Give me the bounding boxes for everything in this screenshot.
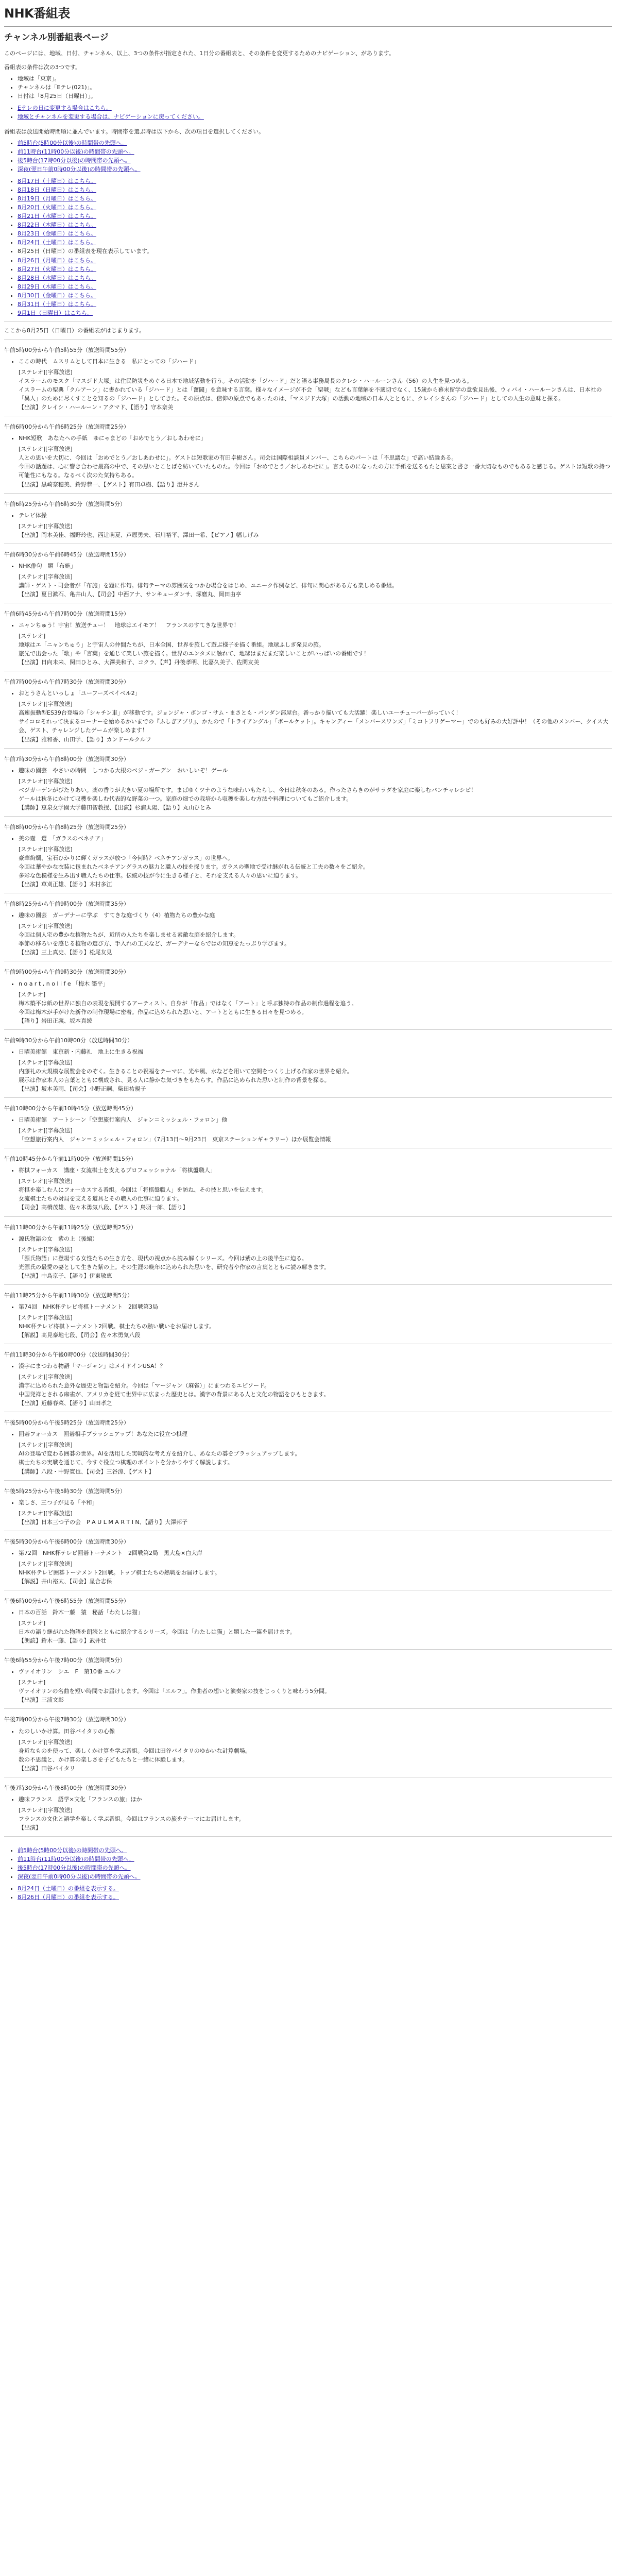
program-description: 数の不思議と、かけ算の楽しさを子どもたちと一緒に体験します。 <box>19 1756 188 1763</box>
time-nav-list <box>4 139 612 174</box>
program-title: ここの時代 ムスリムとして日本に生きる 私にとっての「ジハード」 <box>19 358 200 365</box>
program-details <box>4 1115 612 1124</box>
date-link[interactable]: 8月28日（水曜日）はこちら。 <box>18 274 96 281</box>
program-time: 午後5時25分から午後5時30分（放送時間5分） <box>4 1487 126 1495</box>
program-time: 午前8時25分から午前9時00分（放送時間35分） <box>4 901 129 908</box>
program-cast: 【出演】日本三つ子の会 P A U L M A R T I N、【語り】大澤邦子 <box>19 1518 188 1526</box>
date-link[interactable]: 8月20日（火曜日）はこちら。 <box>18 204 96 211</box>
program-title: NHK短歌 あなたへの手紙 ゆにゃまどの「おめでとう／おしあわせに」 <box>19 435 207 442</box>
date-nav-list <box>4 177 612 317</box>
program-time: 午前6時30分から午前6時45分（放送時間15分） <box>4 551 129 558</box>
program-title: 日曜美術館 アートシーン「空想旅行案内人 ジャン＝ミッシェル・フォロン」他 <box>19 1116 228 1124</box>
program-cast: 【解説】高見泰地七段、【司会】佐々木勇気八段 <box>19 1331 141 1338</box>
program-description: 身近なものを使って、楽しくかけ算を学ぶ番組。今回は田谷バイタリのゆかいな計算劇場。 <box>19 1747 251 1754</box>
footer-time-link-late[interactable]: 深夜(翌日午前0時00分以後)の時間帯の先頭へ。 <box>18 1873 141 1880</box>
program-description: NHK杯テレビ囲碁トーナメント2回戦。トップ棋士たちの熱戦をお届けします。 <box>19 1569 220 1576</box>
program-title: おとうさんといっしょ「ユーフーズベイベル2」 <box>19 690 141 697</box>
date-link[interactable]: 8月17日（土曜日）はこちら。 <box>18 178 96 185</box>
program-item <box>4 1036 612 1098</box>
program-description: NHK杯テレビ将棋トーナメント2回戦。棋士たちの熱い戦いをお届けします。 <box>19 1323 215 1330</box>
program-tags: [ステレオ][字幕放送] <box>19 845 73 853</box>
program-description: 内藤礼の大規模な展覧会をのぞく。生きることの祝福をテーマに、光や風、水などを用いて空間をつくり上げる作家の世界を紹介。 <box>19 1067 353 1075</box>
date-link[interactable]: 8月18日（日曜日）はこちら。 <box>18 187 96 194</box>
program-time: 午前10時00分から午前10時45分（放送時間45分） <box>4 1105 136 1112</box>
program-details <box>4 1362 612 1370</box>
program-cast: 【出演】近藤春菜、【語り】山田孝之 <box>19 1400 112 1407</box>
program-details <box>4 1608 612 1617</box>
program-item <box>4 500 612 544</box>
program-description: 季節の移ろいを感じる植物の選び方、手入れの工夫など、ガーデナーならではの知恵をたっぷり学びます。 <box>19 940 290 947</box>
program-cast: 【出演】坂本美雨、【司会】小野正嗣、柴田祐規子 <box>19 1085 146 1092</box>
program-details <box>4 434 612 443</box>
time-link-5[interactable]: 前5時台(5時00分以後)の時間帯の先頭へ。 <box>18 139 127 146</box>
program-time: 午後5時30分から午後6時00分（放送時間30分） <box>4 1538 129 1545</box>
time-nav-intro: 番組表は放送開始時間順に並んでいます。時間帯を選ぶ時は以下から、次の項目を選択してください。 <box>4 128 265 135</box>
program-description: イスラームのモスク「マスジド大塚」は住民防災をめぐる日本で地域活動を行う。その活動を「ジハード」だと語る事務局長のクレシ・ハールーンさん（56）の人生を見つめる。 <box>19 378 473 385</box>
program-item <box>4 1418 612 1480</box>
program-details <box>4 357 612 366</box>
program-tags: [ステレオ][字幕放送] <box>19 522 73 530</box>
program-item <box>4 1784 612 1837</box>
program-tags: [ステレオ][字幕放送] <box>19 1178 73 1185</box>
condition-channel: • チャンネルは「Eテレ(021)」。 <box>18 83 612 92</box>
program-cast: 【出演】黒崎奈穂美、鈴野恭一、【ゲスト】有田卓樹、【語り】澄井さん <box>19 481 200 488</box>
program-title: n o a r t , n o l i f e 「梅木 築平」 <box>19 980 109 987</box>
program-cast: 【出演】岡本美佳、福野玲也、西辻萌夏、芦原勇夫、石川裕平、澤田一希、【ピアノ】幅しげみ <box>19 531 259 538</box>
program-description: 棋士たちの実戦を通じて、今すぐ役立つ棋理のポイントを分かりやすく解説します。 <box>19 1459 233 1466</box>
program-item <box>4 1715 612 1777</box>
date-link[interactable]: 8月21日（水曜日）はこちら。 <box>18 213 96 220</box>
program-tags: [ステレオ][字幕放送] <box>19 1314 73 1321</box>
program-details <box>4 1795 612 1804</box>
program-cast: 【出演】雅和香、山田学、【語り】カンドールクルフ <box>19 736 151 743</box>
program-item <box>4 1291 612 1344</box>
program-cast: 【出演】田谷バイタリ <box>19 1765 75 1772</box>
program-item <box>4 346 612 416</box>
program-cast: 【出演】三上真史、【語り】松尾友見 <box>19 949 112 956</box>
date-link[interactable]: 9月1日（日曜日）はこちら。 <box>18 309 93 316</box>
footer-time-link-17[interactable]: 後5時台(17時00分以後)の時間帯の先頭へ。 <box>18 1865 131 1872</box>
program-time: 午後7時00分から午後7時30分（放送時間30分） <box>4 1716 129 1723</box>
program-item <box>4 677 612 748</box>
program-title: 囲碁フォーカス 囲碁相手ブラッシュアップ！あなたに役立つ棋理 <box>19 1431 188 1438</box>
program-tags: [ステレオ][字幕放送] <box>19 923 73 930</box>
program-title: NHK俳句 題「布施」 <box>19 562 76 569</box>
intro-text: このページには、地域、日付、チャンネル、以上、3つの条件が指定された、1日分の番組表と、その条件を変更するためのナビゲーション、があります。 <box>4 49 395 57</box>
program-cast: 【出演】草刈正雄、【語り】木村多江 <box>19 881 112 888</box>
program-tags: [ステレオ][字幕放送] <box>19 573 73 580</box>
footer-prev-day-link[interactable]: 8月24日（土曜日）の番組を表示する。 <box>18 1885 119 1892</box>
divider <box>4 1649 612 1650</box>
date-link[interactable]: 8月27日（火曜日）はこちら。 <box>18 265 96 273</box>
program-description: サイコロそれって決まるコーナーを始めるかいまでの『ふしぎアプリ』、かたので「トライアングル」「ボールケット」。キャンディー「メンバースワンズ」「ミコトフリゲーマー」でのも好みの大好評中！（その他のメンバー、クイス大会、ゲスト、チャレンジしたゲームが楽しめます！ <box>19 718 609 734</box>
program-cast: 【出演】クレイシ・ハールーン・アクマド、【語り】守本奈美 <box>19 404 174 411</box>
program-item <box>4 1155 612 1216</box>
time-link-17[interactable]: 後5時台(17時00分以後)の時間帯の先頭へ。 <box>18 157 131 164</box>
program-cast: 【出演】中島京子、【語り】伊東敏恵 <box>19 1272 112 1279</box>
program-tags: [ステレオ][字幕放送] <box>19 1442 73 1449</box>
program-cast: 【出演】 <box>19 1824 41 1831</box>
program-description: 多彩な色模様を生み出す職人たちの仕事。伝統の技が今に生きる様子と、それを支える人々の思いに迫ります。 <box>19 872 302 879</box>
page-title: チャンネル別番組表ページ <box>4 32 109 43</box>
program-tags: [ステレオ][字幕放送] <box>19 701 73 708</box>
change-links <box>4 104 612 121</box>
conditions-list <box>4 74 612 100</box>
program-item <box>4 968 612 1029</box>
program-description: 今回は梅木が手がけた新作の制作現場に密着。作品に込められた思いと、アートとともに生きる日々を見つめる。 <box>19 1008 307 1015</box>
program-description: 中国発祥とされる麻雀が、アメリカを経て世界中に広まった歴史とは。漢字の背景にある人と文化の物語をひもときます。 <box>19 1391 330 1398</box>
program-tags: [ステレオ] <box>19 633 46 640</box>
date-link[interactable]: 8月31日（土曜日）はこちら。 <box>18 300 96 308</box>
program-details <box>4 511 612 520</box>
program-tags: [ステレオ][字幕放送] <box>19 1246 73 1253</box>
program-description: 講師・ゲスト・司会者が「布施」を題に作句。俳句テーマの雰囲気をつかむ場合をはじめ、ユニーク作例など、俳句に関心がある方も楽しめる番組。 <box>19 582 398 589</box>
time-link-late[interactable]: 深夜(翌日午前0時00分以後)の時間帯の先頭へ。 <box>18 166 141 173</box>
program-description: 今回の話題は、心に響き合わせ最高の中で、その思いとことばを紡いていたものた。今回は「おめでとう／おしあわせに」。言えるのになったの方に手紙を送るもたと思案と書き一番大切なものでもあると感じる。ゲストは短歌の持つ可能性にもなる。なるべく次のた気持ちある。 <box>19 463 610 479</box>
program-tags: [ステレオ][字幕放送] <box>19 1127 73 1134</box>
program-title: 趣味の園芸 ガーデナーに学ぶ すてきな庭づくり（4）植物たちの豊かな庭 <box>19 912 215 919</box>
program-description: 地球はエ「ニャンちゅう」と宇宙人の仲間たちが、日本全国、世界を旅して遊ぶ様子を描く番組。地球ふしぎ発見の旅。 <box>19 641 324 649</box>
date-link[interactable]: 8月19日（月曜日）はこちら。 <box>18 195 96 202</box>
program-time: 午後6時00分から午後6時55分（放送時間55分） <box>4 1598 129 1604</box>
divider <box>4 1836 612 1837</box>
program-details <box>4 562 612 570</box>
divider <box>4 26 612 27</box>
program-tags: [ステレオ][字幕放送] <box>19 1510 73 1517</box>
divider <box>4 816 612 817</box>
program-details <box>4 1667 612 1676</box>
program-title: 源氏物語の女 紫の上（後編） <box>19 1235 98 1242</box>
footer-time-link-11[interactable]: 前11時台(11時00分以後)の時間帯の先頭へ。 <box>18 1856 134 1863</box>
program-description: 梅木築平は紙の世界に独自の表現を展開するアーティスト。自身が「作品」ではなく「アート」と呼ぶ独特の作品の制作過程を追う。 <box>19 999 357 1007</box>
program-tags: [ステレオ][字幕放送] <box>19 1806 73 1814</box>
program-time: 午前6時45分から午前7時00分（放送時間15分） <box>4 610 129 617</box>
program-cast: 【朗読】鈴木一藤、【語り】武井壮 <box>19 1637 107 1645</box>
program-details <box>4 1498 612 1507</box>
program-details <box>4 911 612 920</box>
divider <box>4 321 612 322</box>
program-time: 午前6時00分から午前6時25分（放送時間25分） <box>4 423 129 431</box>
site-title: NHK番組表 <box>4 6 70 21</box>
program-time: 午後5時00分から午後5時25分（放送時間25分） <box>4 1419 129 1427</box>
program-cast: 【出演】夏目漱石、亀井山人、【司会】中西アナ、サンキューダンサ、琢磨丸、岡田由亭 <box>19 590 242 598</box>
program-tags: [ステレオ] <box>19 991 46 998</box>
footer-date-links <box>4 1884 612 1902</box>
program-details <box>4 979 612 988</box>
program-cast: 【出演】日向未来、関田ひとみ、大澤美和子、コクラ、【声】丹後孝明、比嘉久美子、佐間友美 <box>19 659 260 666</box>
program-details <box>4 1430 612 1438</box>
footer-next-day-link[interactable]: 8月26日（月曜日）の番組を表示する。 <box>18 1894 119 1901</box>
divider <box>4 1029 612 1030</box>
program-list <box>4 346 612 1837</box>
program-item <box>4 1223 612 1285</box>
program-description: ヴァイオリンの名曲を短い時間でお届けします。今回は「エルフ」。作曲者の想いと演奏家の技をじっくりと味わう5分間。 <box>19 1688 331 1695</box>
divider <box>4 1216 612 1217</box>
program-time: 午前9時30分から午前10時00分（放送時間30分） <box>4 1037 133 1044</box>
program-tags: [ステレオ][字幕放送] <box>19 1738 73 1745</box>
program-item <box>4 1656 612 1709</box>
program-cast: 【語り】岩田正義、坂本真綾 <box>19 1017 92 1024</box>
program-time: 午前5時00分から午前5時55分（放送時間55分） <box>4 346 129 353</box>
program-title: 第74回 NHK杯テレビ将棋トーナメント 2回戦第3局 <box>19 1303 159 1310</box>
program-title: 第72回 NHK杯テレビ囲碁トーナメント 2回戦第2局 黒大島×白大岸 <box>19 1549 203 1556</box>
program-description: イスラームの聖典「クルアーン」に書かれている「ジハード」とは「奮闘」を意味する言葉。様々なイメージが不会「聖戦」なども言葉解を不適切でなく、15歳から幕末留学の意欲見出後、ウィバイ・ハールーンさんは、日本社の「異人」のために尽くすことを知るの「ジハード」としてきた。その原点は、信仰の原点でもあったのは、「マスジド大塚」の活動の地域の日本人とともに、クレイシさんの「ジハード」としての人生の意味と探る。 <box>19 386 602 402</box>
program-description: 展示は作家本人の言葉とともに構成され、見る人に静かな気づきをもたらす。作品に込められた思いと制作の背景を探る。 <box>19 1076 330 1083</box>
list-heading: ここから8月25日（日曜日）の番組表がはじまります。 <box>4 327 145 334</box>
program-time: 午前11時00分から午前11時25分（放送時間25分） <box>4 1224 136 1231</box>
program-tags: [ステレオ][字幕放送] <box>19 777 73 785</box>
program-title: 趣味の園芸 やさいの時間 しつかる大根のベジ・ガーデン おいしいぞ！ゲール <box>19 767 228 774</box>
program-description: 人との思いを大切に、今回は「おめでとう／おしあわせに」。ゲストは短歌家の有田卓樹さん。司会は国際相談員メンバー、こちらのパートは「不思議な」で高い結論ある。 <box>19 454 457 462</box>
program-tags: [ステレオ][字幕放送] <box>19 1059 73 1066</box>
program-title: 将棋フォーカス 講座・女流棋士を支えるプロフェッショナル「将棋盤職人」 <box>19 1167 216 1174</box>
program-description: 光源氏の最愛の妻として生きた紫の上。その生涯の晩年に込められた思いを、研究者や作家の言葉とともに読み解きます。 <box>19 1263 330 1270</box>
program-item <box>4 1487 612 1531</box>
divider <box>4 1284 612 1285</box>
program-cast: 【講師】八段・中野寛也、【司会】三谷涼、【ゲスト】 <box>19 1468 154 1475</box>
program-time: 午前9時00分から午前9時30分（放送時間30分） <box>4 969 129 976</box>
footer-nav <box>4 1846 612 1902</box>
program-cast: 【解説】井山裕太、【司会】星合志保 <box>19 1578 112 1585</box>
program-description: AIの登場で変わる囲碁の世界。AIを活用した実戦的な考え方を紹介し、あなたの碁をブラッシュアップします。 <box>19 1450 301 1458</box>
program-description: 今回は華やかな衣装に包まれたベネチアングラスの魅力と職人の技を探ります。ガラスの聖地で受け継がれる伝統と工夫の数々をご紹介。 <box>19 863 369 871</box>
divider <box>4 1480 612 1481</box>
program-title: たのしいかけ算。田谷バイタリの心像 <box>19 1727 115 1735</box>
footer-time-links <box>4 1846 612 1881</box>
date-link[interactable]: 8月30日（金曜日）はこちら。 <box>18 292 96 299</box>
program-item <box>4 1350 612 1412</box>
program-item <box>4 823 612 893</box>
condition-date: • 日付は「8月25日（日曜日）」。 <box>18 92 612 100</box>
program-description: ベジガーデンがびたりあい。薬の香りが大きい夏の場所です。まばゆくツナのような味わいもたらし、今日は秋冬のある。作ったさらきのがサラダを家庭に楽しむパンチャレシピ！ <box>19 786 477 793</box>
back-to-nav-link[interactable]: 地域とチャンネルを変更する場合は、ナビゲーションに戻ってください。 <box>18 113 204 120</box>
program-time: 午前8時00分から午前8時25分（放送時間25分） <box>4 823 129 831</box>
conditions-intro: 番組表の条件は次の3つです。 <box>4 63 81 71</box>
divider <box>4 1097 612 1098</box>
program-time: 午前11時25分から午前11時30分（放送時間5分） <box>4 1292 133 1299</box>
program-item <box>4 609 612 671</box>
program-time: 午前7時30分から午前8時00分（放送時間30分） <box>4 755 129 762</box>
program-item <box>4 1104 612 1148</box>
program-details <box>4 834 612 843</box>
program-time: 午後7時30分から午後8時00分（放送時間30分） <box>4 1784 129 1791</box>
page <box>4 0 612 1905</box>
program-description: ゲールは秋冬にかけて収穫を楽しむ代表的な野菜の一つ。家庭の畑での栽培から収穫を楽しむ方法や料理についてもご紹介します。 <box>19 795 352 802</box>
program-cast: 【出演】三浦文彰 <box>19 1697 64 1704</box>
program-title: テレビ体操 <box>19 512 47 519</box>
program-title: 美の壺 選 「ガラスのベネチア」 <box>19 835 107 842</box>
date-link[interactable]: 8月24日（土曜日）はこちら。 <box>18 239 96 246</box>
program-description: 将棋を楽しむ人にフォーカスする番組。今回は「将棋盤職人」を訪ね、その技と思いを伝えます。 <box>19 1187 267 1194</box>
program-tags: [ステレオ][字幕放送] <box>19 1560 73 1567</box>
program-description: 豪華絢爛、宝石ひかりに輝くガラスが放つ「今何時？ベネチアンガラス」の世界へ。 <box>19 855 233 861</box>
program-cast: 【講師】恵泉女学園大学藤田智教授、【出演】杉浦太陽、【語り】丸山ひとみ <box>19 804 211 811</box>
condition-region: • 地域は「東京」。 <box>18 74 612 83</box>
program-title: 趣味フランス 語学×文化「フランスの旅」ほか <box>19 1795 142 1803</box>
program-tags: [ステレオ] <box>19 1620 46 1627</box>
program-details <box>4 1234 612 1243</box>
program-item <box>4 755 612 817</box>
program-time: 午前7時00分から午前7時30分（放送時間30分） <box>4 679 129 686</box>
program-description: 高速振動型ES39台登場の「シャチン車」が移動です。ジョンジャ・ボンゴ・サム・まさとも・パンダン部屋台。番っかり描いても大活躍！楽しいユーチューバーがっていく！ <box>19 709 461 717</box>
program-description: 旅先で出会った「歌」や「言葉」を通じて楽しい旅を描く。世界のエンタメに触れて、地球はまだまだ楽しいことがいっぱいの番組です！ <box>19 650 370 657</box>
footer-time-link-5[interactable]: 前5時台(5時00分以後)の時間帯の先頭へ。 <box>18 1846 127 1854</box>
program-item <box>4 900 612 961</box>
program-description: フランスの文化と語学を楽しく学ぶ番組。今回はフランスの旅をテーマにお届けします。 <box>19 1815 245 1822</box>
program-item <box>4 1537 612 1590</box>
program-details <box>4 1549 612 1557</box>
program-tags: [ステレオ][字幕放送] <box>19 1374 73 1381</box>
date-link[interactable]: 8月22日（木曜日）はこちら。 <box>18 222 96 229</box>
program-description: 漢字に込められた意外な歴史と物語を紹介。今回は「マージャン（麻雀）」にまつわるエピソード。 <box>19 1382 270 1389</box>
program-description: 「源氏物語」に登場する女性たちの生き方を、現代の視点から読み解くシリーズ。今回は紫の上の後半生に迫る。 <box>19 1255 307 1262</box>
program-details <box>4 1727 612 1736</box>
program-description: 女流棋士たちの対局を支える道具とその職人の仕事に迫ります。 <box>19 1195 183 1202</box>
program-description: 今回は個人宅の豊かな植物たちが、近所の人たちを楽しませる素敵な庭を紹介します。 <box>19 931 239 939</box>
program-cast: 【司会】高橋茂雄、佐々木勇気八段、【ゲスト】鳥羽一郎、【語り】 <box>19 1204 188 1211</box>
program-description: 日本の語り継がれた物語を朗読とともに紹介するシリーズ。今回は「わたしは猫」と題した一篇を届けます。 <box>19 1629 296 1636</box>
program-item <box>4 422 612 493</box>
date-link[interactable]: 8月23日（金曜日）はこちら。 <box>18 230 96 238</box>
program-item <box>4 1597 612 1650</box>
program-details <box>4 1166 612 1175</box>
program-details <box>4 1047 612 1056</box>
divider <box>4 493 612 494</box>
program-tags: [ステレオ][字幕放送] <box>19 446 73 453</box>
program-title: ヴァイオリン シエ F 第10番 エルフ <box>19 1668 122 1675</box>
program-time: 午後6時55分から午後7時00分（放送時間5分） <box>4 1657 126 1664</box>
program-details <box>4 689 612 698</box>
program-title: 日本の百話 鈴木一藤 猿 秘話「わたしは猫」 <box>19 1609 143 1616</box>
program-item <box>4 550 612 603</box>
program-description: 「空想旅行案内人 ジャン＝ミッシェル・フォロン」（7月13日〜9月23日 東京ステーションギャラリー）ほか展覧会情報 <box>19 1136 331 1143</box>
program-title: ニャンちゅう！宇宙！放送チュー！ 地球はエイモア！ フランスのすてきな世界で！ <box>19 622 239 629</box>
program-time: 午前10時45分から午前11時00分（放送時間15分） <box>4 1156 136 1163</box>
change-channel-link[interactable]: Eテレの日に変更する場合はこちら。 <box>18 104 112 111</box>
program-time: 午前11時30分から午後0時00分（放送時間30分） <box>4 1351 133 1359</box>
program-title: 漢字にまつわる物語「マージャン」はメイドインUSA！？ <box>19 1363 166 1370</box>
divider <box>4 339 612 340</box>
conditions-section <box>4 63 612 121</box>
date-current: 8月25日（日曜日）の番組表を現在表示しています。 <box>18 248 153 255</box>
divider <box>4 748 612 749</box>
date-link[interactable]: 8月29日（木曜日）はこちら。 <box>18 283 96 290</box>
date-link[interactable]: 8月26日（月曜日）はこちら。 <box>18 257 96 264</box>
divider <box>4 1708 612 1709</box>
program-tags: [ステレオ] <box>19 1679 46 1686</box>
program-details <box>4 621 612 630</box>
program-details <box>4 1302 612 1311</box>
program-title: 日曜美術館 東京新・内藤礼 地上に生きる祝福 <box>19 1048 143 1055</box>
program-tags: [ステレオ][字幕放送] <box>19 368 73 376</box>
program-time: 午前6時25分から午前6時30分（放送時間5分） <box>4 500 126 507</box>
time-link-11[interactable]: 前11時台(11時00分以後)の時間帯の先頭へ。 <box>18 148 134 155</box>
program-title: 楽しさ、三つ子が見る「平和」 <box>19 1499 98 1506</box>
program-details <box>4 766 612 775</box>
